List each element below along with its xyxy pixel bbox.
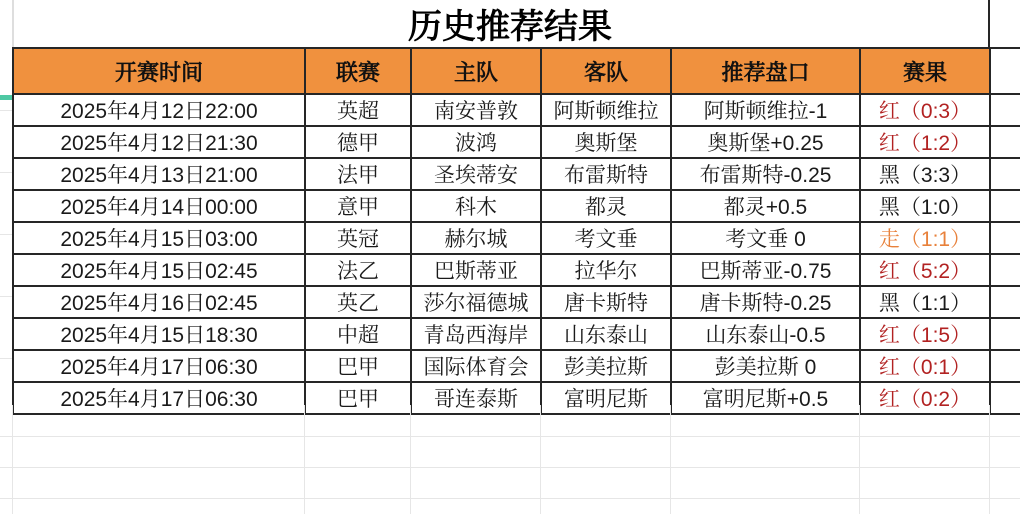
col-header-home-team[interactable]: 主队 — [411, 48, 541, 94]
cell-home-team[interactable]: 圣埃蒂安 — [411, 158, 541, 190]
grid-line — [989, 405, 990, 514]
selection-marker — [0, 95, 12, 100]
table-row[interactable] — [13, 318, 1020, 350]
table-row[interactable] — [13, 254, 1020, 286]
cell-home-team[interactable]: 南安普敦 — [411, 94, 541, 126]
table-row[interactable] — [13, 350, 1020, 382]
ghost-column-cell — [990, 350, 1020, 382]
cell-home-team[interactable]: 青岛西海岸 — [411, 318, 541, 350]
cell-result[interactable]: 红（1:5） — [860, 318, 990, 350]
table-row[interactable] — [13, 126, 1020, 158]
table-row[interactable] — [13, 94, 1020, 126]
cell-start-time[interactable]: 2025年4月14日00:00 — [13, 190, 305, 222]
cell-league[interactable]: 英冠 — [305, 222, 411, 254]
cell-away-team[interactable]: 奥斯堡 — [541, 126, 671, 158]
results-table — [12, 47, 1020, 415]
table-row[interactable] — [13, 286, 1020, 318]
ghost-column-cell — [990, 318, 1020, 350]
grid-line — [670, 405, 671, 514]
grid-line — [859, 405, 860, 514]
cell-league[interactable]: 英乙 — [305, 286, 411, 318]
col-header-handicap[interactable]: 推荐盘口 — [671, 48, 860, 94]
grid-line — [0, 467, 1020, 468]
ghost-column-cell — [990, 286, 1020, 318]
cell-league[interactable]: 法甲 — [305, 158, 411, 190]
grid-line — [12, 405, 13, 514]
cell-league[interactable]: 巴甲 — [305, 382, 411, 414]
cell-league[interactable]: 中超 — [305, 318, 411, 350]
cell-result[interactable]: 黑（1:0） — [860, 190, 990, 222]
cell-result[interactable]: 红（0:1） — [860, 350, 990, 382]
table-body — [13, 94, 1020, 414]
ghost-column-cell — [990, 94, 1020, 126]
cell-league[interactable]: 法乙 — [305, 254, 411, 286]
cell-start-time[interactable]: 2025年4月13日21:00 — [13, 158, 305, 190]
ghost-column-cell — [990, 48, 1020, 94]
cell-start-time[interactable]: 2025年4月12日21:30 — [13, 126, 305, 158]
cell-handicap[interactable]: 阿斯顿维拉-1 — [671, 94, 860, 126]
table-row[interactable] — [13, 222, 1020, 254]
ghost-column-cell — [990, 382, 1020, 414]
grid-line — [0, 296, 12, 297]
cell-start-time[interactable]: 2025年4月16日02:45 — [13, 286, 305, 318]
cell-start-time[interactable]: 2025年4月12日22:00 — [13, 94, 305, 126]
grid-line — [0, 234, 12, 235]
cell-result[interactable]: 红（1:2） — [860, 126, 990, 158]
ghost-column-cell — [990, 126, 1020, 158]
cell-start-time[interactable]: 2025年4月17日06:30 — [13, 382, 305, 414]
cell-away-team[interactable]: 都灵 — [541, 190, 671, 222]
col-header-away-team[interactable]: 客队 — [541, 48, 671, 94]
grid-line — [0, 172, 12, 173]
cell-home-team[interactable]: 国际体育会 — [411, 350, 541, 382]
ghost-column-cell — [990, 190, 1020, 222]
cell-start-time[interactable]: 2025年4月15日18:30 — [13, 318, 305, 350]
cell-league[interactable]: 意甲 — [305, 190, 411, 222]
cell-away-team[interactable]: 布雷斯特 — [541, 158, 671, 190]
col-header-league[interactable]: 联赛 — [305, 48, 411, 94]
cell-home-team[interactable]: 巴斯蒂亚 — [411, 254, 541, 286]
cell-away-team[interactable]: 富明尼斯 — [541, 382, 671, 414]
grid-line-right — [988, 0, 990, 47]
cell-handicap[interactable]: 山东泰山-0.5 — [671, 318, 860, 350]
cell-handicap[interactable]: 考文垂 0 — [671, 222, 860, 254]
cell-handicap[interactable]: 都灵+0.5 — [671, 190, 860, 222]
table-row[interactable] — [13, 382, 1020, 414]
cell-away-team[interactable]: 山东泰山 — [541, 318, 671, 350]
cell-handicap[interactable]: 彭美拉斯 0 — [671, 350, 860, 382]
grid-line — [0, 498, 1020, 499]
cell-away-team[interactable]: 阿斯顿维拉 — [541, 94, 671, 126]
cell-home-team[interactable]: 莎尔福德城 — [411, 286, 541, 318]
grid-line — [410, 405, 411, 514]
grid-line — [0, 110, 12, 111]
cell-away-team[interactable]: 彭美拉斯 — [541, 350, 671, 382]
cell-handicap[interactable]: 富明尼斯+0.5 — [671, 382, 860, 414]
cell-result[interactable]: 红（5:2） — [860, 254, 990, 286]
cell-handicap[interactable]: 布雷斯特-0.25 — [671, 158, 860, 190]
cell-home-team[interactable]: 哥连泰斯 — [411, 382, 541, 414]
cell-home-team[interactable]: 波鸿 — [411, 126, 541, 158]
cell-start-time[interactable]: 2025年4月15日02:45 — [13, 254, 305, 286]
col-header-result[interactable]: 赛果 — [860, 48, 990, 94]
ghost-column-cell — [990, 158, 1020, 190]
cell-away-team[interactable]: 唐卡斯特 — [541, 286, 671, 318]
grid-line — [304, 405, 305, 514]
cell-result[interactable]: 红（0:3） — [860, 94, 990, 126]
ghost-column-cell — [990, 222, 1020, 254]
cell-away-team[interactable]: 考文垂 — [541, 222, 671, 254]
grid-line — [540, 405, 541, 514]
cell-result[interactable]: 红（0:2） — [860, 382, 990, 414]
cell-league[interactable]: 英超 — [305, 94, 411, 126]
table-row[interactable] — [13, 158, 1020, 190]
cell-handicap[interactable]: 巴斯蒂亚-0.75 — [671, 254, 860, 286]
cell-league[interactable]: 德甲 — [305, 126, 411, 158]
cell-result[interactable]: 黑（3:3） — [860, 158, 990, 190]
header-row — [13, 48, 1020, 94]
cell-away-team[interactable]: 拉华尔 — [541, 254, 671, 286]
cell-home-team[interactable]: 赫尔城 — [411, 222, 541, 254]
grid-line — [0, 436, 1020, 437]
cell-result[interactable]: 黑（1:1） — [860, 286, 990, 318]
cell-start-time[interactable]: 2025年4月15日03:00 — [13, 222, 305, 254]
page-title: 历史推荐结果 — [408, 8, 612, 46]
grid-line — [0, 358, 12, 359]
ghost-column-cell — [990, 254, 1020, 286]
cell-home-team[interactable]: 科木 — [411, 190, 541, 222]
cell-start-time[interactable]: 2025年4月17日06:30 — [13, 350, 305, 382]
grid-line-left — [12, 0, 14, 47]
col-header-start-time[interactable]: 开赛时间 — [13, 48, 305, 94]
cell-handicap[interactable]: 唐卡斯特-0.25 — [671, 286, 860, 318]
cell-handicap[interactable]: 奥斯堡+0.25 — [671, 126, 860, 158]
cell-league[interactable]: 巴甲 — [305, 350, 411, 382]
table-row[interactable] — [13, 190, 1020, 222]
cell-result[interactable]: 走（1:1） — [860, 222, 990, 254]
